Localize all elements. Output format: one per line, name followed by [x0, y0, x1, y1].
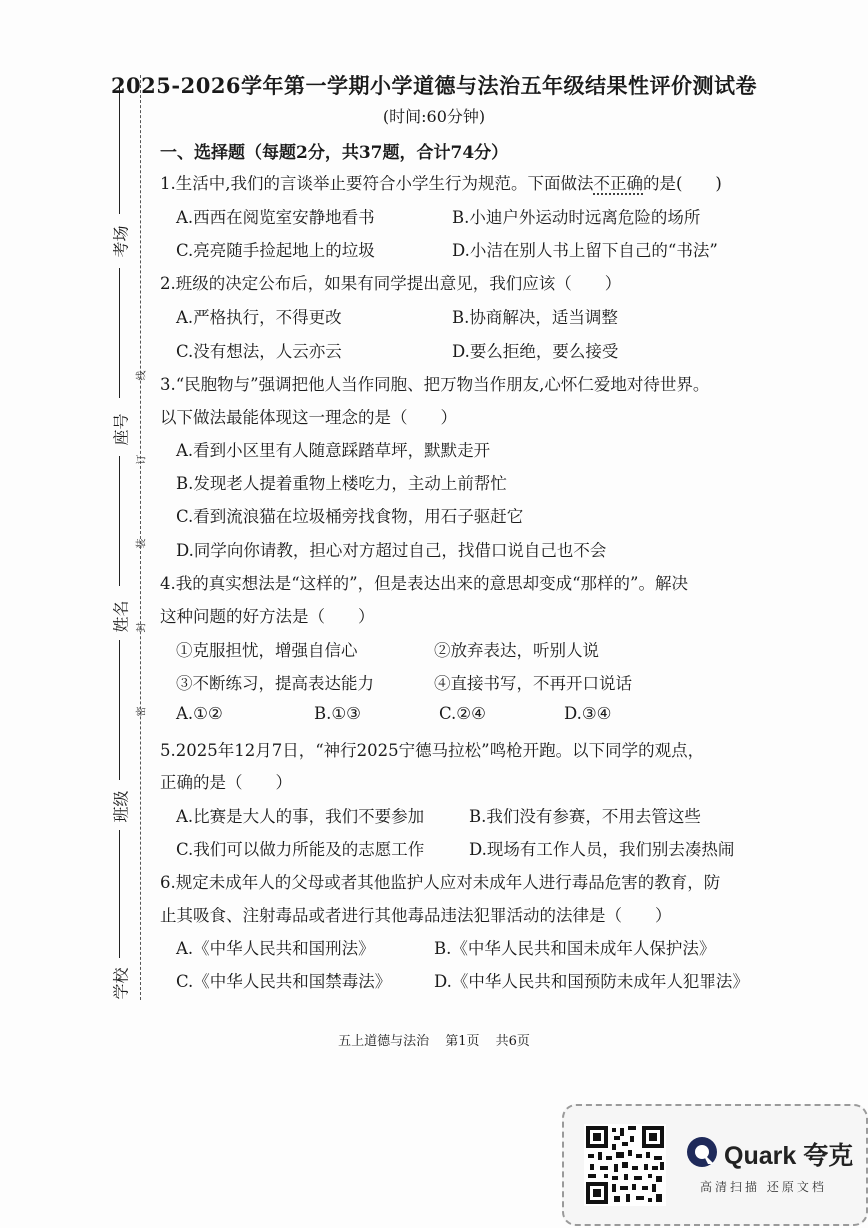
question-3-stem-line1: 3.“民胞物与”强调把他人当作同胞、把万物当作朋友,心怀仁爱地对待世界。 [160, 375, 710, 394]
q2-option-b: B.协商解决，适当调整 [452, 308, 618, 327]
q6-option-c: C.《中华人民共和国禁毒法》 [176, 972, 392, 991]
binding-dashed-line [140, 75, 141, 1000]
q2-option-c: C.没有想法，人云亦云 [176, 342, 342, 361]
margin-label-name: 姓名 [111, 600, 131, 633]
margin-line [119, 268, 120, 398]
section-heading: 一、选择题（每题2分，共37题，合计74分） [160, 143, 509, 163]
margin-label-class: 班级 [111, 790, 131, 823]
footer-total: 共6页 [495, 1034, 530, 1049]
q4-option-a: A.①② [176, 704, 223, 723]
margin-line [119, 640, 120, 780]
watermark-brand: Quark 夸克 [724, 1142, 854, 1170]
question-4-stem-line2: 这种问题的好方法是（ ） [160, 607, 375, 626]
q5-option-c: C.我们可以做力所能及的志愿工作 [176, 840, 425, 859]
q2-option-d: D.要么拒绝，要么接受 [452, 342, 619, 361]
q5-option-d: D.现场有工作人员，我们别去凑热闹 [469, 840, 735, 859]
q1-option-d: D.小洁在别人书上留下自己的“书法” [452, 241, 718, 260]
binding-mark: 线 [136, 370, 148, 381]
question-5-stem-line2: 正确的是（ ） [160, 773, 292, 792]
q3-option-b: B.发现老人提着重物上楼吃力，主动上前帮忙 [176, 474, 507, 493]
margin-label-school: 学校 [111, 967, 131, 1000]
q3-option-d: D.同学向你请教，担心对方超过自己，找借口说自己也不会 [176, 541, 607, 560]
margin-label-seat: 座号 [111, 413, 131, 446]
q1-option-a: A.西西在阅览室安静地看书 [176, 208, 375, 227]
qr-code-icon [584, 1124, 666, 1206]
q1-option-c: C.亮亮随手捡起地上的垃圾 [176, 241, 375, 260]
page-footer [0, 1030, 868, 1049]
margin-label-exam-room: 考场 [111, 225, 131, 258]
question-3-stem-line2: 以下做法最能体现这一理念的是（ ） [160, 408, 457, 427]
binding-mark: 封 [136, 622, 148, 633]
q6-option-d: D.《中华人民共和国预防未成年人犯罪法》 [434, 972, 749, 991]
watermark-slogan: 高清扫描 还原文档 [700, 1180, 827, 1194]
question-4-stem-line1: 4.我的真实想法是“这样的”，但是表达出来的意思却变成“那样的”。解决 [160, 574, 688, 593]
q4-item-3: ③不断练习，提高表达能力 [176, 674, 374, 693]
q5-option-b: B.我们没有参赛，不用去管这些 [469, 807, 701, 826]
question-5-stem-line1: 5.2025年12月7日，“神行2025宁德马拉松”鸣枪开跑。以下同学的观点， [160, 741, 705, 760]
q6-option-a: A.《中华人民共和国刑法》 [176, 939, 375, 958]
q3-option-c: C.看到流浪猫在垃圾桶旁找食物，用石子驱赶它 [176, 507, 524, 526]
footer-page: 第1页 [445, 1034, 480, 1049]
scanner-watermark [562, 1104, 868, 1226]
binding-mark: 装 [136, 538, 148, 549]
q4-item-1: ①克服担忧，增强自信心 [176, 641, 358, 660]
question-6-stem-line2: 止其吸食、注射毒品或者进行其他毒品违法犯罪活动的法律是（ ） [160, 906, 672, 925]
margin-line [119, 830, 120, 958]
q5-option-a: A.比赛是大人的事，我们不要参加 [176, 807, 425, 826]
q4-option-b: B.①③ [314, 704, 361, 723]
q4-item-4: ④直接书写，不再开口说话 [434, 674, 632, 693]
q4-option-d: D.③④ [564, 704, 612, 723]
exam-title: 2025-2026学年第一学期小学道德与法治五年级结果性评价测试卷 [110, 73, 758, 98]
q4-option-c: C.②④ [439, 704, 486, 723]
binding-mark: 密 [136, 706, 148, 717]
binding-mark: 订 [136, 454, 148, 465]
q4-item-2: ②放弃表达，听别人说 [434, 641, 599, 660]
question-1-stem: 1.生活中,我们的言谈举止要符合小学生行为规范。下面做法不正确的是( ) [160, 174, 722, 193]
emphasis-text: 不正确 [593, 174, 643, 193]
exam-time: (时间:60分钟) [382, 107, 486, 126]
question-2-stem: 2.班级的决定公布后，如果有同学提出意见，我们应该（ ） [160, 274, 622, 293]
margin-line [119, 456, 120, 586]
question-6-stem-line1: 6.规定未成年人的父母或者其他监护人应对未成年人进行毒品危害的教育，防 [160, 873, 721, 892]
q6-option-b: B.《中华人民共和国未成年人保护法》 [434, 939, 716, 958]
q2-option-a: A.严格执行，不得更改 [176, 308, 342, 327]
quark-logo-icon [686, 1136, 718, 1168]
q1-option-b: B.小迪户外运动时远离危险的场所 [452, 208, 701, 227]
q3-option-a: A.看到小区里有人随意踩踏草坪，默默走开 [176, 441, 491, 460]
footer-subject: 五上道德与法治 [338, 1034, 430, 1049]
